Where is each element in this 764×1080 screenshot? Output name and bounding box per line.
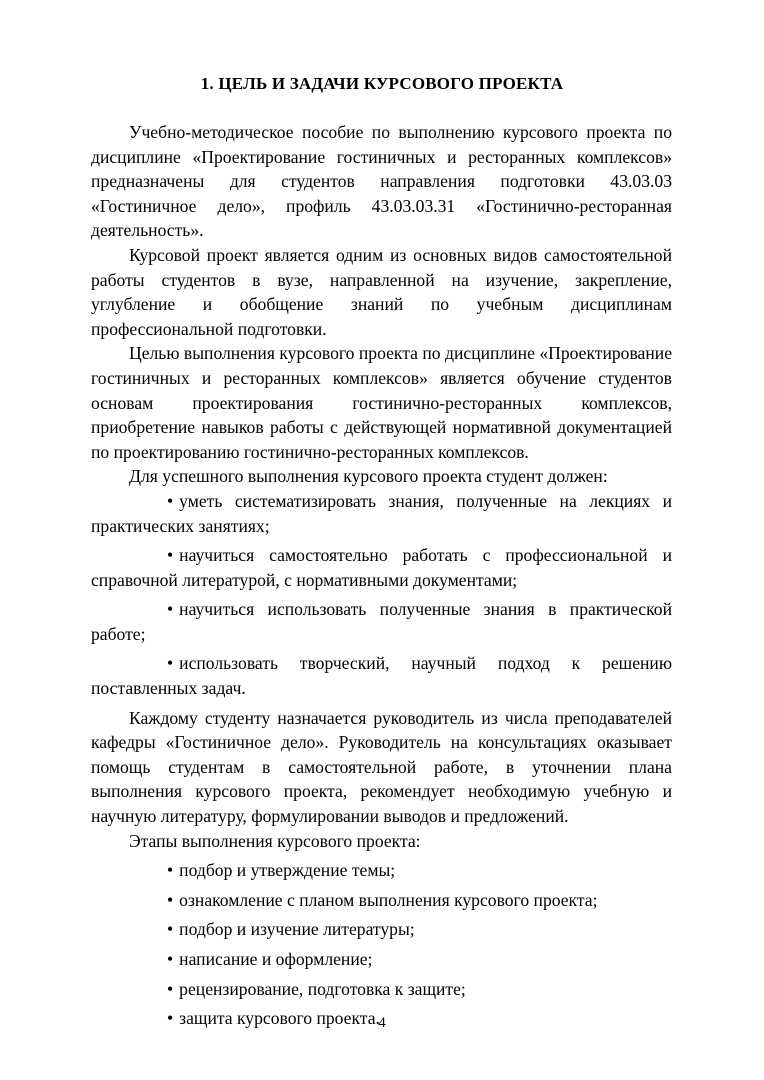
section-heading: 1. ЦЕЛЬ И ЗАДАЧИ КУРСОВОГО ПРОЕКТА	[200, 74, 564, 93]
requirement-text: использовать творческий, научный подход к решению поставленных задач.	[91, 653, 672, 699]
stage-item	[91, 977, 672, 1002]
stage-item	[91, 858, 672, 883]
bullet-icon: •	[167, 599, 174, 620]
requirement-text: научиться самостоятельно работать с профессиональной и справочной литературой, с нормативными документами;	[91, 545, 672, 590]
stage-item	[91, 888, 672, 913]
stage-text: написание и оформление;	[179, 949, 373, 969]
bullet-icon: •	[167, 949, 174, 969]
paragraph-project-role: Курсовой проект является одним из основных видов самостоятельной работы студентов в вузе, направленной на изучение, закрепление, углубление и обобщение знаний по учебным дисциплинам профессиональной подготовки.	[91, 244, 672, 339]
stage-item	[91, 947, 672, 972]
bullet-icon: •	[167, 889, 174, 910]
paragraph-requirements-lead: Для успешного выполнения курсового проекта студент должен:	[129, 466, 608, 487]
requirement-text: научиться использовать полученные знания в практической работе;	[91, 599, 672, 644]
stage-text: рецензирование, подготовка к защите;	[179, 978, 466, 999]
paragraph-supervisor: Каждому студенту назначается руководитель из числа преподавателей кафедры «Гостиничное дело». Руководитель на консультациях оказывает помощь студентам в самостоятельной работе, в уточнении плана выполнения курсового проекта, рекомендует необходимую учебную и научную литературу, формулировании выводов и предложений.	[91, 707, 672, 827]
paragraph-goal: Целью выполнения курсового проекта по дисциплине «Проектирование гостиничных и ресторанных комплексов» является обучение студентов основам проектирования гостинично-ресторанных комплексов, приобретение навыков работы с действующей нормативной документацией по проектированию гостинично-ресторанных комплексов.	[91, 343, 672, 462]
bullet-icon: •	[167, 919, 174, 940]
stage-text: подбор и утверждение темы;	[179, 860, 396, 881]
stage-text: ознакомление с планом выполнения курсового проекта;	[179, 889, 598, 910]
stage-item	[91, 917, 672, 942]
requirement-text: уметь систематизировать знания, полученные на лекциях и практических занятиях;	[91, 490, 672, 536]
requirement-item	[91, 651, 672, 700]
requirement-item	[91, 489, 672, 538]
paragraph-intro: Учебно-методическое пособие по выполнению курсового проекта по дисциплине «Проектирование гостиничных и ресторанных комплексов» предназначены для студентов направления подготовки 43.03.03 «Гостиничное дело», профиль 43.03.03.31 «Гостинично-ресторанная деятельность».	[91, 122, 672, 241]
stage-text: подбор и изучение литературы;	[179, 919, 415, 940]
paragraph-stages-lead: Этапы выполнения курсового проекта:	[129, 830, 421, 851]
page-number: 4	[378, 1015, 386, 1031]
bullet-icon: •	[167, 545, 174, 566]
bullet-icon: •	[167, 978, 174, 999]
body-text	[91, 120, 672, 1031]
bullet-icon: •	[167, 860, 174, 881]
bullet-icon: •	[167, 653, 174, 674]
bullet-icon: •	[167, 490, 174, 511]
bullet-icon: •	[167, 1008, 174, 1029]
requirement-item	[91, 543, 672, 592]
requirement-item	[91, 597, 672, 646]
stage-text: защита курсового проекта.	[179, 1008, 380, 1029]
